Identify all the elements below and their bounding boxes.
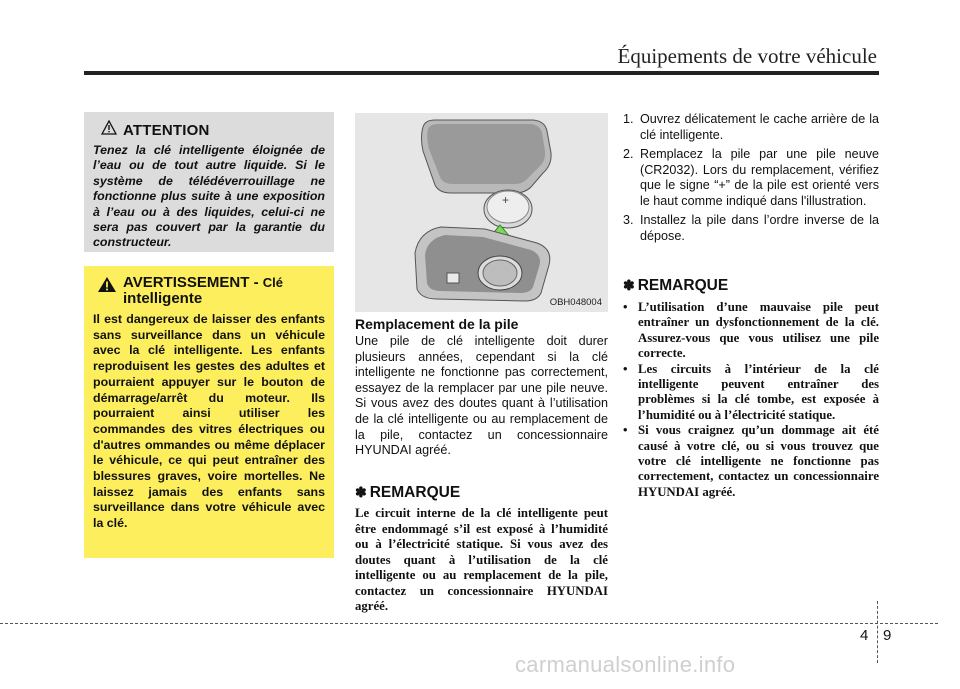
warning-title-small: Clé xyxy=(262,275,283,290)
bullet-item xyxy=(623,362,879,424)
bullet-item xyxy=(623,300,879,362)
page-header-title: Équipements de votre véhicule xyxy=(617,44,877,68)
attention-title-row xyxy=(93,120,325,140)
remark-heading-text: REMARQUE xyxy=(369,484,461,501)
bullet-text: Les circuits à l’intérieur de la clé intelligente peuvent entraîner des problèmes si la clé tombe, est exposée à l’humidité ou à l’électricité statique. xyxy=(638,361,879,422)
footer-vertical-dashed-rule xyxy=(877,601,878,663)
bullet-dot-icon: • xyxy=(623,300,628,314)
warning-title xyxy=(123,275,283,307)
header-rule xyxy=(84,71,879,75)
battery-section-heading: Remplacement de la pile xyxy=(355,316,519,332)
warning-filled-triangle-icon xyxy=(97,276,117,298)
replacement-steps xyxy=(623,112,879,248)
bullet-dot-icon: • xyxy=(623,423,628,438)
warning-body: Il est dangereux de laisser des enfants sans surveillance dans un véhicule avec la clé intelligente. Les enfants reproduisent les gestes des adultes et pourraient appuyer sur le bouton de démarrage/arrêt du moteur. Ils pourraient ainsi utiliser les commandes des vitres électriques ou d'autres ommandes ou même déplacer le véhicule, ce qui peut entraîner des blessures graves, voire mortelles. Ne laissez jamais des enfants sans surveillance dans votre véhicule avec la clé. xyxy=(93,312,325,531)
page-number: 9 xyxy=(883,627,892,644)
remark-heading-text: REMARQUE xyxy=(637,277,729,294)
remark-bullets-right xyxy=(623,300,879,500)
remark-star-icon: ✽ xyxy=(355,484,367,500)
watermark: carmanualsonline.info xyxy=(515,652,736,677)
step-text: Ouvrez délicatement le cache arrière de la clé intelligente. xyxy=(640,112,879,142)
battery-plus-sign: + xyxy=(502,193,510,207)
remark-star-icon: ✽ xyxy=(623,277,635,293)
warning-title-main: AVERTISSEMENT - xyxy=(123,274,263,291)
step-item xyxy=(623,112,879,143)
warning-box xyxy=(84,266,334,558)
chapter-number: 4 xyxy=(860,627,869,644)
bullet-item xyxy=(623,423,879,500)
step-number: 3. xyxy=(623,213,634,227)
bullet-text: L’utilisation d’une mauvaise pile peut entraîner un dysfonctionnement de la clé. Assurez-vous que vous utilisez une pile correcte. xyxy=(638,300,879,361)
attention-box xyxy=(84,112,334,252)
warning-title-row xyxy=(93,275,325,307)
smart-key-battery-illustration xyxy=(355,113,608,312)
warning-title-line2: intelligente xyxy=(123,290,203,307)
remark-body-middle: Le circuit interne de la clé intelligente peut être endommagé s’il est exposé à l’humidité ou à l’électricité statique. Si vous avez des doutes quant à l’utilisation de la clé intelligente ou au remplacement de la pile, contactez un concessionnaire HYUNDAI agréé. xyxy=(355,506,608,613)
step-item xyxy=(623,147,879,209)
bullet-text: Si vous craignez qu’un dommage ait été causé à votre clé, ou si vous trouvez que votre clé intelligente ne fonctionne pas correctement, contactez un concessionnaire HYUNDAI agréé. xyxy=(638,423,879,499)
battery-section-body: Une pile de clé intelligente doit durer plusieurs années, cependant si la clé intelligente ne fonctionne pas correctement, essayez de la remplacer par une pile neuve. Si vous avez des doutes quant à l’utilisation de la clé intelligente ou au remplacement de la pile, contactez un concessionnaire HYUNDAI agréé. xyxy=(355,334,608,458)
step-text: Installez la pile dans l’ordre inverse de la dépose. xyxy=(640,213,879,243)
bullet-dot-icon: • xyxy=(623,361,628,376)
step-number: 2. xyxy=(623,147,634,161)
footer-dashed-rule xyxy=(0,623,938,624)
remark-heading-middle xyxy=(355,484,460,502)
attention-body: Tenez la clé intelligente éloignée de l’eau ou de tout autre liquide. Si le système de télédéverrouillage ne fonctionne plus suite à une exposition à l’eau ou à des liquides, celui-ci ne sera pas couvert par la garantie du constructeur. xyxy=(93,143,325,250)
step-text: Remplacez la pile par une pile neuve (CR2032). Lors du remplacement, vérifiez que le signe “+” de la pile est orienté vers le haut comme indiqué dans l'illustration. xyxy=(640,147,879,208)
smart-key-drawing xyxy=(355,113,608,312)
step-number: 1. xyxy=(623,112,634,126)
step-item xyxy=(623,213,879,244)
attention-title: ATTENTION xyxy=(123,121,210,139)
warning-triangle-icon xyxy=(101,120,117,140)
figure-code: OBH048004 xyxy=(549,297,602,308)
remark-heading-right xyxy=(623,277,728,295)
